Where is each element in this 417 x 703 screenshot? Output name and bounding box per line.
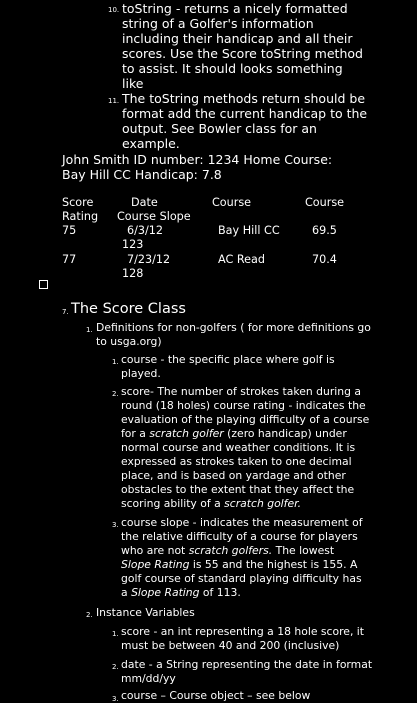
- row-2-score: 77: [62, 253, 77, 266]
- def-score-line: round (18 holes) course rating - indicates the: [121, 399, 366, 412]
- header-date: Date: [131, 196, 158, 209]
- def-score-line: obstacles to the extent that they affect the: [121, 483, 355, 496]
- header-rating: Rating: [62, 210, 99, 223]
- row-1-date: 6/3/12: [127, 224, 164, 237]
- row-2-rating: 70.4: [312, 253, 337, 266]
- def-slope-line: [121, 558, 363, 572]
- list-marker-11: 11.: [108, 97, 120, 105]
- term-scratch-golfer: scratch golfer: [149, 427, 224, 440]
- term-slope-rating: Slope Rating: [121, 558, 190, 571]
- term-slope-rating: Slope Rating: [131, 586, 200, 599]
- def-score: [121, 385, 369, 511]
- text-run: who are not: [121, 544, 189, 557]
- checkbox[interactable]: [39, 280, 48, 289]
- def-score-line: [121, 497, 369, 511]
- sample-line-1: John Smith ID number: 1234 Home Course:: [62, 152, 333, 167]
- list-marker-def-3: 3.: [112, 521, 119, 529]
- var-date: [121, 658, 372, 686]
- sample-line-2: Bay Hill CC Handicap: 7.8: [62, 167, 222, 182]
- def-course: [121, 353, 335, 381]
- text-run: is 55 and the highest is 155. A: [189, 558, 358, 571]
- def-score-line: normal course and weather conditions. It is: [121, 441, 356, 454]
- item-11-text: [122, 91, 367, 151]
- item-10-line: string of a Golfer's information: [122, 16, 314, 31]
- def-course-slope: [121, 516, 363, 600]
- text-run: scoring ability of a: [121, 497, 225, 510]
- row-1-slope: 123: [122, 238, 144, 251]
- header-slope: Course Slope: [117, 210, 191, 223]
- def-score-line: place, and is based on yardage and other: [121, 469, 346, 482]
- item-10-line: toString - returns a nicely formatted: [122, 1, 348, 16]
- var-score-line: must be between 40 and 200 (inclusive): [121, 639, 340, 652]
- def-course-line: played.: [121, 367, 161, 380]
- row-1-course: Bay Hill CC: [218, 224, 280, 237]
- list-marker-def-2: 2.: [112, 390, 119, 398]
- def-course-line: course - the specific place where golf is: [121, 353, 335, 366]
- item-10-text: [122, 1, 363, 91]
- item-10-line: including their handicap and all their: [122, 31, 353, 46]
- def-score-line: score- The number of strokes taken during a: [121, 385, 362, 398]
- item-11-line: format add the current handicap to the: [122, 106, 368, 121]
- row-2-date: 7/23/12: [127, 253, 171, 266]
- row-1-score: 75: [62, 224, 77, 237]
- list-marker-7-1: 1.: [86, 326, 93, 334]
- var-date-line: date - a String representing the date in format: [121, 658, 373, 671]
- def-slope-line: golf course of standard playing difficulty has: [121, 572, 362, 585]
- header-course: Course: [212, 196, 252, 209]
- header-course-2: Course: [305, 196, 345, 209]
- text-run: a: [121, 586, 132, 599]
- row-2-slope: 128: [122, 267, 144, 280]
- var-score-line: score - an int representing a 18 hole score, it: [121, 625, 365, 638]
- list-marker-var-1: 1.: [112, 630, 119, 638]
- definitions-line: to usga.org): [96, 335, 162, 348]
- def-score-line: evaluation of the playing difficulty of a course: [121, 413, 370, 426]
- def-slope-line: [121, 544, 363, 558]
- var-score: [121, 625, 364, 653]
- list-marker-7-2: 2.: [86, 611, 93, 619]
- section-title: The Score Class: [71, 301, 186, 317]
- list-marker-var-3: 3.: [112, 695, 119, 703]
- definitions-line: Definitions for non-golfers ( for more definitions go: [96, 321, 371, 334]
- def-score-line: expressed as strokes taken to one decimal: [121, 455, 352, 468]
- text-run: The lowest: [272, 544, 335, 557]
- def-slope-line: course slope - indicates the measurement of: [121, 516, 363, 529]
- list-marker-def-1: 1.: [112, 358, 119, 366]
- item-10-line: like: [122, 76, 144, 91]
- item-10-line: to assist. It should looks something: [122, 61, 343, 76]
- def-slope-line: the relative difficulty of a course for players: [121, 530, 358, 543]
- instance-variables-heading: Instance Variables: [96, 606, 195, 619]
- text-run: for a: [121, 427, 150, 440]
- item-10-line: scores. Use the Score toString method: [122, 46, 363, 61]
- row-1-rating: 69.5: [312, 224, 337, 237]
- header-score: Score: [62, 196, 94, 209]
- section-marker-7: 7.: [62, 308, 69, 316]
- text-run: of 113.: [199, 586, 241, 599]
- term-scratch-golfer: scratch golfer.: [224, 497, 301, 510]
- term-scratch-golfers: scratch golfers.: [188, 544, 273, 557]
- row-2-course: AC Read: [218, 253, 265, 266]
- item-11-line: example.: [122, 136, 180, 151]
- item-11-line: output. See Bowler class for an: [122, 121, 317, 136]
- text-run: (zero handicap) under: [223, 427, 347, 440]
- def-score-line: [121, 427, 369, 441]
- definitions-heading: [96, 321, 371, 349]
- def-slope-line: [121, 586, 363, 600]
- list-marker-var-2: 2.: [112, 663, 119, 671]
- var-date-line: mm/dd/yy: [121, 672, 176, 685]
- list-marker-10: 10.: [108, 6, 120, 14]
- var-course: course – Course object – see below: [121, 689, 311, 702]
- item-11-line: The toString methods return should be: [122, 91, 366, 106]
